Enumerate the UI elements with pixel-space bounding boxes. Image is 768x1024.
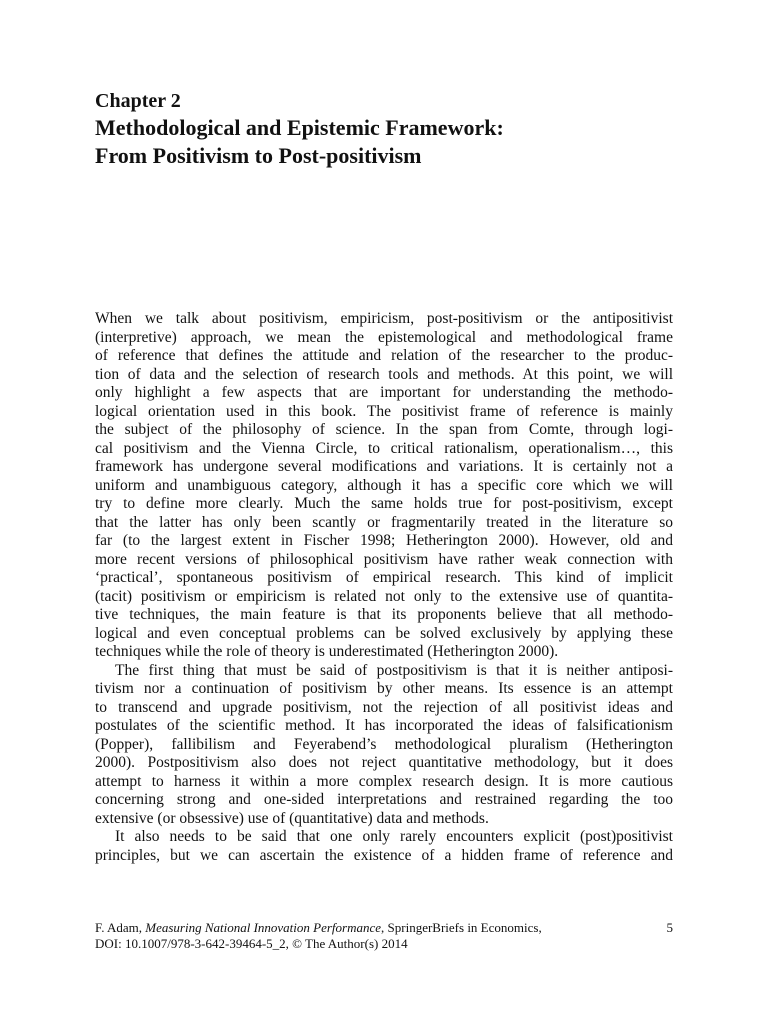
text-line: more recent versions of philosophical positivism have rather weak connection with — [95, 550, 673, 568]
footer-series: , SpringerBriefs in Economics, — [381, 920, 542, 935]
text-line: (tacit) positivism or empiricism is related not only to the extensive use of quantita- — [95, 587, 673, 605]
text-line: cal positivism and the Vienna Circle, to critical rationalism, operationalism…, this — [95, 439, 673, 457]
page-number: 5 — [666, 920, 673, 935]
text-line: techniques while the role of theory is underestimated (Hetherington 2000). — [95, 643, 559, 660]
text-line: far (to the largest extent in Fischer 1998; Hetherington 2000). However, old and — [95, 532, 673, 549]
text-line: the subject of the philosophy of science. In the span from Comte, through logi- — [95, 421, 673, 438]
page-footer — [95, 920, 673, 952]
chapter-title-line: From Positivism to Post-positivism — [95, 143, 422, 168]
text-line: attempt to harness it within a more complex research design. It is more cautious — [95, 772, 673, 790]
text-line: of reference that defines the attitude and relation of the researcher to the produc- — [95, 347, 673, 364]
text-line: The first thing that must be said of postpositivism is that it is neither antiposi- — [115, 661, 673, 679]
text-line: that the latter has only been scantly or fragmentarily treated in the literature so — [95, 513, 673, 531]
citation-line — [95, 920, 673, 936]
text-line: extensive (or obsessive) use of (quantitative) data and methods. — [95, 809, 489, 827]
text-line: principles, but we can ascertain the existence of a hidden frame of reference and — [95, 846, 673, 864]
doi-line: DOI: 10.1007/978-3-642-39464-5_2, © The Author(s) 2014 — [95, 936, 408, 951]
text-line: logical and even conceptual problems can be solved exclusively by applying these — [95, 624, 673, 642]
text-line: When we talk about positivism, empiricism, post-positivism or the antipositivist — [95, 310, 673, 327]
chapter-title-line: Methodological and Epistemic Framework: — [95, 115, 504, 140]
text-line: concerning strong and one-sided interpretations and restrained regarding the too — [95, 791, 673, 808]
text-line: It also needs to be said that one only rarely encounters explicit (post)positivist — [115, 828, 673, 845]
text-line: uniform and unambiguous category, although it has a specific core which we will — [95, 476, 673, 494]
text-line: tion of data and the selection of research tools and methods. At this point, we will — [95, 365, 673, 383]
footer-book-title: Measuring National Innovation Performance — [145, 920, 382, 935]
text-line: tive techniques, the main feature is that its proponents believe that all methodo- — [95, 606, 673, 623]
chapter-label: Chapter 2 — [95, 90, 181, 112]
footer-author: F. Adam, — [95, 920, 146, 935]
chapter-title — [95, 114, 695, 170]
text-line: try to define more clearly. Much the same holds true for post-positivism, except — [95, 495, 673, 512]
text-line: (interpretive) approach, we mean the epistemological and methodological frame — [95, 328, 673, 346]
paragraph — [95, 828, 673, 865]
text-line: logical orientation used in this book. The positivist frame of reference is mainly — [95, 402, 673, 420]
text-line: tivism nor a continuation of positivism by other means. Its essence is an attempt — [95, 680, 673, 697]
paragraph — [95, 310, 673, 662]
text-line: ‘practical’, spontaneous positivism of empirical research. This kind of implicit — [95, 569, 673, 586]
text-line: to transcend and upgrade positivism, not the rejection of all positivist ideas and — [95, 698, 673, 716]
text-line: 2000). Postpositivism also does not reject quantitative methodology, but it does — [95, 754, 673, 771]
text-line: postulates of the scientific method. It has incorporated the ideas of falsificationism — [95, 717, 673, 734]
text-line: framework has undergone several modifications and variations. It is certainly not a — [95, 458, 673, 475]
paragraph — [95, 662, 673, 829]
text-line: only highlight a few aspects that are important for understanding the methodo- — [95, 384, 673, 401]
body-text — [95, 310, 673, 865]
text-line: (Popper), fallibilism and Feyerabend’s methodological pluralism (Hetherington — [95, 735, 673, 753]
